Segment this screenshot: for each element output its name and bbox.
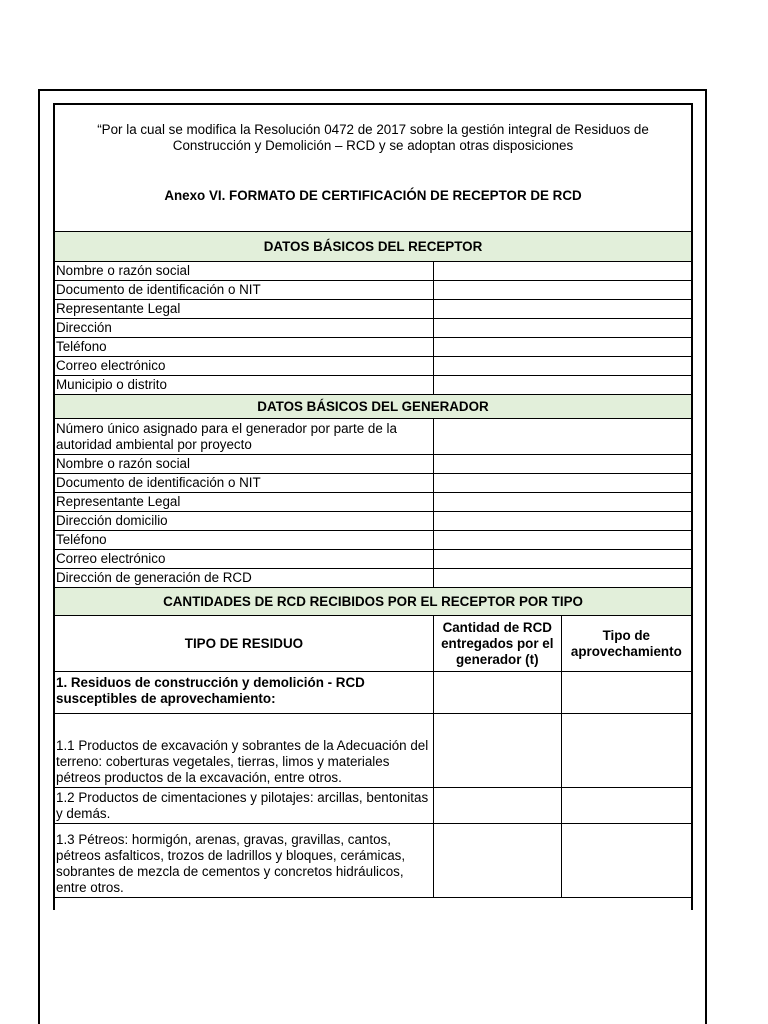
section-title-cantidades: CANTIDADES DE RCD RECIBIDOS POR EL RECEPTOR POR TIPO — [54, 588, 692, 616]
use-type-cell[interactable] — [561, 788, 692, 824]
quantity-cell[interactable] — [433, 824, 561, 898]
generador-value[interactable] — [433, 569, 692, 588]
receptor-label: Teléfono — [54, 338, 433, 357]
column-header-aprovechamiento: Tipo de aprovechamiento — [561, 616, 692, 672]
residue-type: 1.3 Pétreos: hormigón, arenas, gravas, gravillas, cantos, pétreos asfalticos, trozos de ladrillos y bloques, cerámicas, sobrantes de mezcla de cementos y concretos hidráulicos, entre otros. — [54, 824, 433, 898]
generador-value[interactable] — [433, 474, 692, 493]
generador-value[interactable] — [433, 550, 692, 569]
form-header — [53, 103, 693, 231]
column-header-cantidad: Cantidad de RCD entregados por el generador (t) — [433, 616, 561, 672]
receptor-label: Municipio o distrito — [54, 376, 433, 395]
resolution-intro: “Por la cual se modifica la Resolución 0472 de 2017 sobre la gestión integral de Residuos de Construcción y Demolición – RCD y se adoptan otras disposiciones — [97, 122, 649, 153]
generador-value[interactable] — [433, 455, 692, 474]
section-title-generador: DATOS BÁSICOS DEL GENERADOR — [54, 395, 692, 419]
certification-form — [53, 103, 693, 910]
form-table — [53, 231, 693, 898]
receptor-label: Correo electrónico — [54, 357, 433, 376]
generador-label: Dirección de generación de RCD — [54, 569, 433, 588]
generador-label: Nombre o razón social — [54, 455, 433, 474]
generador-value[interactable] — [433, 512, 692, 531]
generador-value[interactable] — [433, 493, 692, 512]
receptor-label: Dirección — [54, 319, 433, 338]
section-title-receptor: DATOS BÁSICOS DEL RECEPTOR — [54, 232, 692, 262]
residue-type: 1.1 Productos de excavación y sobrantes de la Adecuación del terreno: coberturas vegetales, tierras, limos y materiales pétreos productos de la excavación, entre otros. — [54, 714, 433, 788]
receptor-value[interactable] — [433, 281, 692, 300]
receptor-label: Nombre o razón social — [54, 262, 433, 281]
quantity-cell[interactable] — [433, 788, 561, 824]
generador-value[interactable] — [433, 531, 692, 550]
use-type-cell[interactable] — [561, 714, 692, 788]
generador-label: Documento de identificación o NIT — [54, 474, 433, 493]
generador-label: Número único asignado para el generador por parte de la autoridad ambiental por proyecto — [54, 419, 433, 455]
receptor-value[interactable] — [433, 338, 692, 357]
receptor-value[interactable] — [433, 319, 692, 338]
column-header-tipo-residuo: TIPO DE RESIDUO — [54, 616, 433, 672]
receptor-label: Representante Legal — [54, 300, 433, 319]
generador-label: Representante Legal — [54, 493, 433, 512]
generador-value[interactable] — [433, 419, 692, 455]
receptor-value[interactable] — [433, 300, 692, 319]
use-type-cell[interactable] — [561, 824, 692, 898]
generador-label: Dirección domicilio — [54, 512, 433, 531]
quantity-cell[interactable] — [433, 672, 561, 714]
receptor-value[interactable] — [433, 262, 692, 281]
quantity-cell[interactable] — [433, 714, 561, 788]
receptor-value[interactable] — [433, 357, 692, 376]
receptor-value[interactable] — [433, 376, 692, 395]
table-continuation — [53, 898, 693, 910]
residue-type: 1. Residuos de construcción y demolición - RCD susceptibles de aprovechamiento: — [54, 672, 433, 714]
generador-label: Correo electrónico — [54, 550, 433, 569]
generador-label: Teléfono — [54, 531, 433, 550]
residue-type: 1.2 Productos de cimentaciones y pilotajes: arcillas, bentonitas y demás. — [54, 788, 433, 824]
annex-title: Anexo VI. FORMATO DE CERTIFICACIÓN DE RECEPTOR DE RCD — [164, 188, 582, 203]
use-type-cell[interactable] — [561, 672, 692, 714]
receptor-label: Documento de identificación o NIT — [54, 281, 433, 300]
